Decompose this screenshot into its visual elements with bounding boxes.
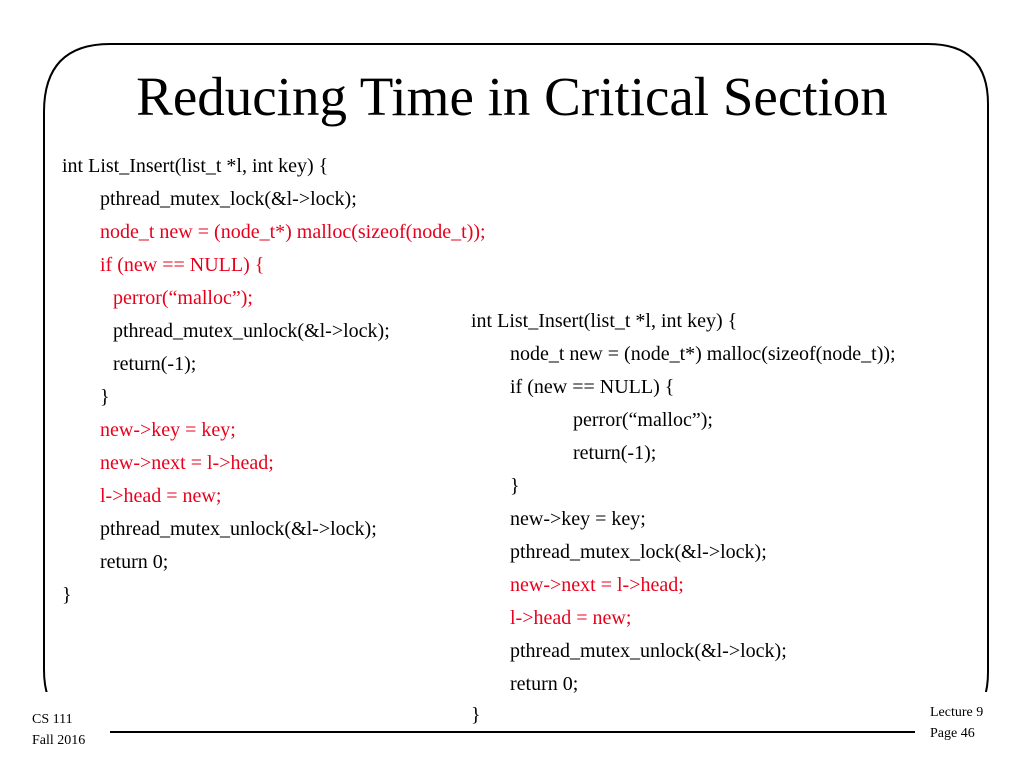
left-code-line: return 0; — [100, 551, 169, 573]
left-code-line: if (new == NULL) { — [100, 254, 265, 276]
right-code-line: } — [510, 475, 520, 497]
left-code-line: pthread_mutex_unlock(&l->lock); — [113, 320, 390, 342]
left-code-line: l->head = new; — [100, 485, 222, 507]
footer-page: Page 46 — [930, 726, 975, 741]
right-code-line: new->key = key; — [510, 508, 646, 530]
right-code-line: } — [471, 704, 481, 726]
right-code-line: int List_Insert(list_t *l, int key) { — [471, 310, 738, 332]
right-code-line: return 0; — [510, 673, 579, 695]
right-code-line: if (new == NULL) { — [510, 376, 675, 398]
left-code-line: return(-1); — [113, 353, 197, 375]
left-code-line: pthread_mutex_unlock(&l->lock); — [100, 518, 377, 540]
left-code-line: new->next = l->head; — [100, 452, 274, 474]
right-code-line: new->next = l->head; — [510, 574, 684, 596]
footer-lecture: Lecture 9 — [930, 705, 984, 720]
footer-term: Fall 2016 — [32, 733, 86, 748]
left-code-line: new->key = key; — [100, 419, 236, 441]
right-code-line: return(-1); — [573, 442, 657, 464]
left-code-line: int List_Insert(list_t *l, int key) { — [62, 155, 329, 177]
right-code-line: l->head = new; — [510, 607, 632, 629]
left-code-line: pthread_mutex_lock(&l->lock); — [100, 188, 357, 210]
slide-title: Reducing Time in Critical Section — [136, 66, 888, 127]
left-code-line: perror(“malloc”); — [113, 287, 253, 309]
right-code-line: pthread_mutex_lock(&l->lock); — [510, 541, 767, 563]
footer-course: CS 111 — [32, 712, 73, 727]
left-code-line: } — [100, 386, 110, 408]
right-code-line: node_t new = (node_t*) malloc(sizeof(node_t)); — [510, 343, 896, 365]
left-code-line: node_t new = (node_t*) malloc(sizeof(node_t)); — [100, 221, 486, 243]
right-code-line: pthread_mutex_unlock(&l->lock); — [510, 640, 787, 662]
left-code-line: } — [62, 584, 72, 606]
right-code-line: perror(“malloc”); — [573, 409, 713, 431]
